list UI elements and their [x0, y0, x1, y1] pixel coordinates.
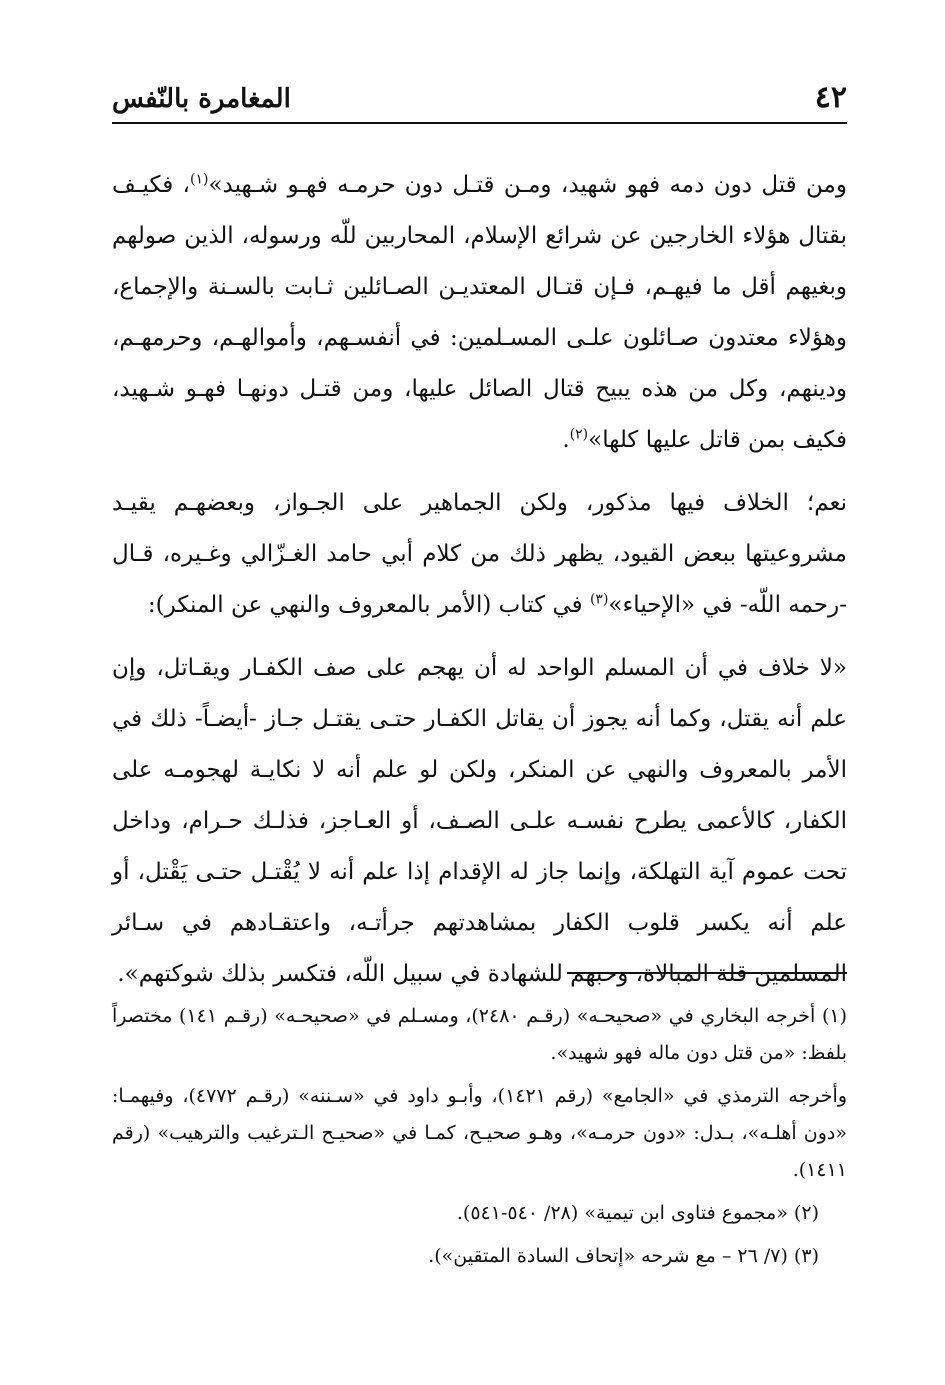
- paragraph-quote-end: [112, 160, 847, 466]
- footnote-3: (٣) (٧/ ٢٦ – مع شرحه «إتحاف السادة المتقين»).: [428, 1245, 819, 1267]
- footnote-1-continued: وأخرجه الترمذي في «الجامع» (رقم ١٤٢١)، وأبـو داود في «سـننه» (رقـم ٤٧٧٢)، وفيهمـا: «دون أهلـه»، بـدل: «دون حرمـه»، وهـو صحيـح، كمـا في «صحيـح الـترغيب والترهيب» (رقم ١٤١١).: [112, 1085, 847, 1181]
- footnote-ref-2: (٢): [569, 426, 589, 443]
- footnote-divider: [567, 972, 847, 974]
- footnote-ref-1: (١): [189, 171, 209, 188]
- footnote-ref-3: (٣): [589, 591, 609, 608]
- text-segment: نعم؛ الخلاف فيها مذكور، ولكن الجماهير على الجـواز، وبعضهـم يقيـد مشروعيتها ببعض القيود، يظهر ذلك من كلام أبي حامد الغـزّالي وغـيره، قـال -رحمه اللّه- في «الإحياء»: [112, 490, 847, 618]
- footnote-2: (٢) «مجموع فتاوى ابن تيمية» (٢٨/ ٥٤٠-٥٤١).: [456, 1202, 819, 1224]
- page-header: [112, 74, 847, 124]
- running-title: المغامرة بالنّفس: [112, 84, 291, 114]
- footnote-1: (١) أخرجه البخاري في «صحيحـه» (رقـم ٢٤٨٠)، ومسـلم في «صحيحـه» (رقـم ١٤١) مختصراً بلفظ: «من قتل دون ماله فهو شهيد».: [112, 1005, 847, 1064]
- main-text: [112, 160, 847, 1000]
- footnotes: [112, 998, 847, 1281]
- paragraph-ghazali-quote: «لا خلاف في أن المسلم الواحد له أن يهجم على صف الكفـار ويقـاتل، وإن علم أنه يقتل، وكما أنه يجوز أن يقاتل الكفـار حتـى يقتـل جـاز -أيضـاً- ذلك في الأمر بالمعروف والنهي عن المنكر، ولكن لو علم أنه لا نكايـة لهجومـه على الكفار، كالأعمى يطرح نفسـه علـى الصـف، أو العـاجز، فذلـك حـرام، وداخل تحت عموم آية التهلكة، وإنما جاز له الإقدام إذا علم أنه لا يُقْتـل حتـى يَقْتل، أو علم أنه يكسر قلوب الكفار بمشاهدتهم جرأتـه، واعتقـادهم في سـائر المسلمين قلة المبالاة، وحبهم للشهادة في سبيل اللّه، فتكسر بذلك شوكتهم».: [112, 655, 847, 987]
- paragraph-khilaf: [112, 478, 847, 631]
- text-segment: .: [562, 427, 570, 453]
- text-segment: في كتاب (الأمر بالمعروف والنهي عن المنكر):: [147, 592, 590, 618]
- page-number: ٤٢: [814, 80, 847, 115]
- text-segment: ، فكيـف بقتال هؤلاء الخارجين عن شرائع الإسلام، المحاربين للّه ورسوله، الذين صولهم وبغيهم أقل ما فيهـم، فـإن قتـال المعتديـن الصـائلين ثـابت بالسـنة والإجماع، وهؤلاء معتدون صـائلون علـى المسـلمين: في أنفسـهم، وأموالهـم، وحرمهـم، ودينهم، وكل من هذه يبيح قتال الصائل عليها، ومن قتـل دونهـا فهـو شـهيد، فكيف بمن قاتل عليها كلها»: [112, 172, 847, 453]
- text-segment: ومن قتل دون دمه فهو شهيد، ومـن قتـل دون حرمـه فهـو شـهيد»: [208, 172, 847, 198]
